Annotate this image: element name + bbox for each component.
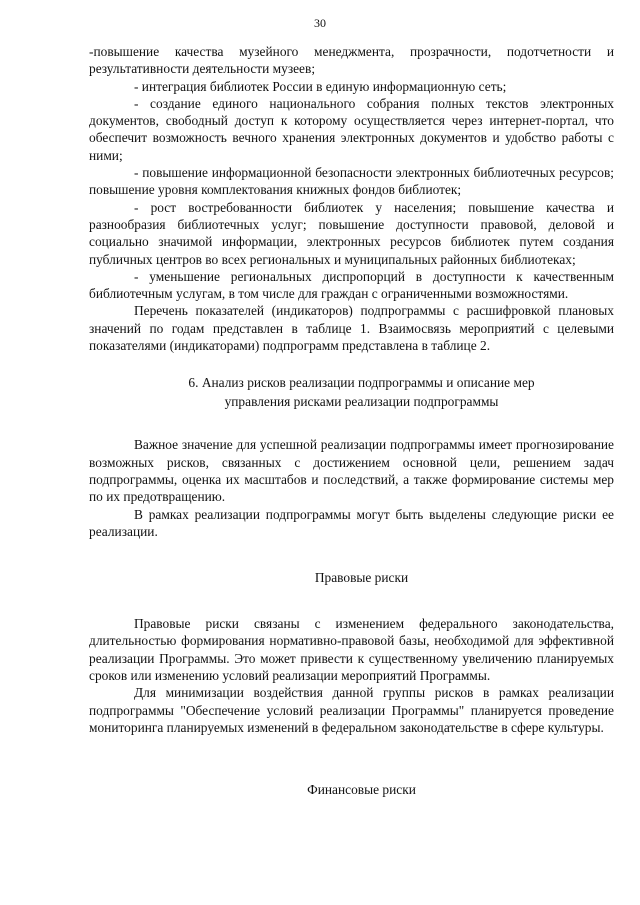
list-item: - повышение информационной безопасности электронных библиотечных ресурсов; повышение уровня комплектования книжных фондов библиотек; <box>89 165 614 198</box>
financial-risks-title: Финансовые риски <box>307 782 416 798</box>
section-title <box>89 373 614 411</box>
page-content <box>89 43 614 799</box>
legal-risks-paragraph: Правовые риски связаны с изменением федерального законодательства, длительностью формирования нормативно-правовой базы, необходимой для эффективной реализации Программы. Это может привести к существенному увеличению планируемых сроков или изменению условий реализации мероприятий Программы. <box>89 616 614 684</box>
list-item: -повышение качества музейного менеджмента, прозрачности, подотчетности и результативности деятельности музеев; <box>89 44 614 77</box>
legal-risks-title: Правовые риски <box>314 570 409 586</box>
section-paragraph: В рамках реализации подпрограммы могут быть выделены следующие риски ее реализации. <box>89 506 614 539</box>
list-item: - создание единого национального собрания полных текстов электронных документов, свободный доступ к которому осуществляется через интернет-портал, что обеспечит возможность вечного хранения электронных документов и удобство работы с ними; <box>89 95 614 163</box>
section-title-line: 6. Анализ рисков реализации подпрограммы и описание мер <box>188 375 535 391</box>
section-title-line: управления рисками реализации подпрограммы <box>224 394 499 410</box>
section-paragraph: Важное значение для успешной реализации подпрограммы имеет прогнозирование возможных рисков, связанных с достижением основной цели, решением задач подпрограммы, оценка их масштабов и последствий, а также формирование системы мер по их предотвращению. <box>89 437 614 505</box>
legal-risks-paragraph: Для минимизации воздействия данной группы рисков в рамках реализации подпрограммы "Обеспечение условий реализации Программы" планируется проведение мониторинга планируемых изменений в федеральном законодательстве в сфере культуры. <box>89 685 614 735</box>
list-item: - уменьшение региональных диспропорций в доступности к качественным библиотечным услугам, в том числе для граждан с ограниченными возможностями. <box>89 268 614 302</box>
list-item: - рост востребованности библиотек у населения; повышение качества и разнообразия библиотечных услуг; повышение доступности правовой, деловой и социально значимой информации, электронных ресурсов библиотек путем создания публичных центров во всех региональных и муниципальных районных библиотеках; <box>89 199 614 267</box>
page-number: 30 <box>314 16 326 30</box>
list-item: - интеграция библиотек России в единую информационную сеть; <box>134 78 507 94</box>
indicators-paragraph: Перечень показателей (индикаторов) подпрограммы с расшифровкой плановых значений по годам представлен в таблице 1. Взаимосвязь мероприятий с целевыми показателями (индикаторами) подпрограмм представлена в таблице 2. <box>89 303 614 354</box>
